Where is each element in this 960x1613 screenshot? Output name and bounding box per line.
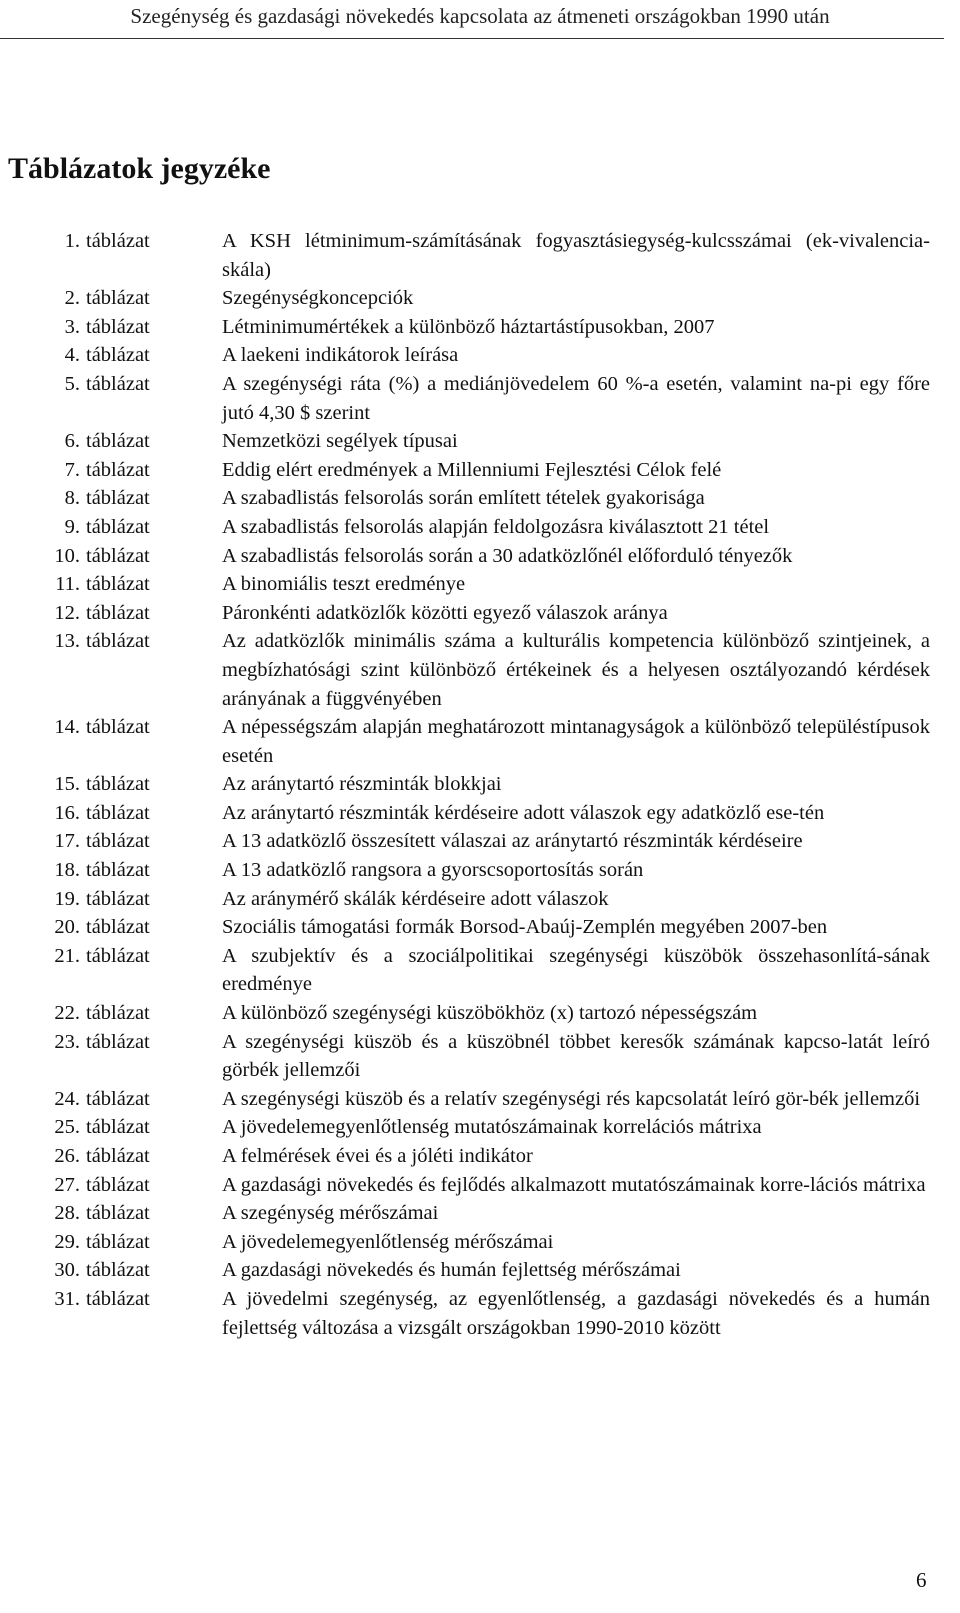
toc-entry-title: Páronkénti adatközlők közötti egyező válaszok aránya: [222, 601, 668, 624]
toc-entry-type: táblázat: [86, 430, 150, 453]
toc-entry-title: A laekeni indikátorok leírása: [222, 344, 459, 367]
toc-entry-title: A jövedelmi szegénység, az egyenlőtlenség, a gazdasági növekedés és a humán fejlettség változása a vizsgált országokban 1990-2010 között: [222, 1287, 930, 1339]
toc-entry-title: A szabadlistás felsorolás során a 30 adatközlőnél előforduló tényezők: [222, 544, 793, 567]
toc-entry-type: táblázat: [86, 773, 150, 796]
toc-entry-label: [0, 484, 172, 513]
toc-entry-label: [0, 913, 172, 942]
toc-entry: [0, 1199, 960, 1228]
header-divider: [0, 38, 944, 39]
toc-entry: [0, 1228, 960, 1257]
toc-entry: [0, 484, 960, 513]
toc-entry-number: 31.: [54, 1287, 80, 1310]
toc-entry-number: 17.: [54, 830, 80, 853]
toc-entry: [0, 313, 960, 342]
page-number: 6: [916, 1568, 927, 1592]
toc-entry-title: A 13 adatközlő rangsora a gyorscsoportosítás során: [222, 859, 644, 882]
toc-entry-label: [0, 713, 172, 742]
toc-entry-label: [0, 227, 172, 256]
toc-entry-number: 21.: [54, 944, 80, 967]
toc-entry-label: [0, 570, 172, 599]
toc-entry-title: A felmérések évei és a jóléti indikátor: [222, 1145, 533, 1167]
toc-entry-type: táblázat: [86, 230, 150, 252]
toc-entry-number: 19.: [54, 887, 80, 910]
toc-entry-number: 23.: [54, 1030, 80, 1053]
toc-entry-type: táblázat: [86, 830, 150, 853]
toc-entry-label: [0, 885, 172, 914]
toc-entry-title: A jövedelemegyenlőtlenség mutatószámainak korrelációs mátrixa: [222, 1116, 762, 1139]
toc-entry-title: Az aránytartó részminták blokkjai: [222, 773, 502, 796]
toc-entry-label: [0, 1171, 172, 1200]
toc-entry-number: 28.: [54, 1202, 80, 1225]
toc-entry-number: 8.: [64, 487, 80, 510]
toc-entry-type: táblázat: [86, 601, 150, 624]
toc-entry-label: [0, 1228, 172, 1257]
toc-entry: [0, 770, 960, 799]
toc-entry-type: táblázat: [86, 1145, 150, 1167]
toc-entry-number: 15.: [54, 773, 80, 796]
toc-entry-label: [0, 999, 172, 1028]
toc-entry-label: [0, 1256, 172, 1285]
toc-entry-type: táblázat: [86, 916, 150, 939]
toc-entry-number: 16.: [54, 801, 80, 824]
toc-entry-label: [0, 313, 172, 342]
toc-entry: [0, 827, 960, 856]
toc-entry-label: [0, 1199, 172, 1228]
toc-entry-label: [0, 456, 172, 485]
toc-entry-title: A szegénység mérőszámai: [222, 1202, 439, 1225]
toc-entry: [0, 885, 960, 914]
toc-entry-title: A binomiális teszt eredménye: [222, 573, 466, 596]
toc-entry: [0, 627, 960, 713]
toc-entry-title: A népességszám alapján meghatározott mintanagyságok a különböző településtípusok esetén: [222, 716, 930, 767]
toc-entry-title: A 13 adatközlő összesített válaszai az aránytartó részminták kérdéseire: [222, 830, 803, 853]
toc-entry-title: Szociális támogatási formák Borsod-Abaúj-Zemplén megyében 2007-ben: [222, 916, 828, 939]
toc-entry-label: [0, 1285, 172, 1314]
toc-entry-number: 24.: [54, 1087, 80, 1110]
toc-entry-number: 25.: [54, 1116, 80, 1139]
toc-entry-number: 5.: [64, 372, 80, 395]
toc-entry-type: táblázat: [86, 887, 150, 910]
toc-entry-label: [0, 341, 172, 370]
toc-entry-label: [0, 827, 172, 856]
toc-entry: [0, 1285, 960, 1342]
toc-entry-title: Nemzetközi segélyek típusai: [222, 430, 458, 453]
toc-entry-label: [0, 370, 172, 399]
toc-entry-type: táblázat: [86, 1087, 150, 1110]
toc-entry-label: [0, 799, 172, 828]
toc-entry-type: táblázat: [86, 1030, 150, 1053]
toc-entry-type: táblázat: [86, 1259, 150, 1282]
toc-entry-type: táblázat: [86, 573, 150, 596]
toc-entry-number: 7.: [64, 458, 80, 481]
toc-entry-number: 11.: [55, 573, 80, 596]
toc-entry: [0, 227, 960, 284]
toc-entry-type: táblázat: [86, 1287, 150, 1310]
toc-entry: [0, 427, 960, 456]
toc-entry-title: A KSH létminimum-számításának fogyasztásiegység-kulcsszámai (ek-vivalencia-skála): [222, 230, 930, 281]
toc-entry: [0, 799, 960, 828]
toc-entry-label: [0, 942, 172, 971]
toc-entry: [0, 942, 960, 999]
table-of-tables-list: [0, 227, 960, 1342]
toc-entry-label: [0, 770, 172, 799]
toc-entry-number: 9.: [64, 515, 80, 538]
toc-entry-number: 29.: [54, 1230, 80, 1253]
toc-entry-title: A szabadlistás felsorolás során említett tételek gyakorisága: [222, 487, 705, 510]
toc-entry: [0, 341, 960, 370]
toc-entry-number: 10.: [54, 544, 80, 567]
toc-entry-number: 18.: [54, 859, 80, 882]
toc-entry-type: táblázat: [86, 859, 150, 882]
toc-entry-label: [0, 1142, 172, 1171]
toc-entry-title: Szegénységkoncepciók: [222, 287, 414, 310]
toc-entry: [0, 1028, 960, 1085]
toc-entry-number: 20.: [54, 916, 80, 939]
toc-entry-title: A gazdasági növekedés és humán fejlettség mérőszámai: [222, 1259, 681, 1282]
toc-entry-number: 1.: [64, 230, 80, 252]
toc-entry-type: táblázat: [86, 487, 150, 510]
toc-entry-label: [0, 427, 172, 456]
toc-entry-type: táblázat: [86, 458, 150, 481]
toc-entry-type: táblázat: [86, 372, 150, 395]
toc-entry: [0, 542, 960, 571]
toc-entry: [0, 1171, 960, 1200]
toc-entry-label: [0, 542, 172, 571]
toc-entry-type: táblázat: [86, 1202, 150, 1225]
toc-entry-title: Létminimumértékek a különböző háztartástípusokban, 2007: [222, 315, 715, 338]
toc-entry-number: 13.: [54, 630, 80, 653]
toc-entry-number: 27.: [54, 1173, 80, 1196]
toc-entry: [0, 513, 960, 542]
toc-entry: [0, 913, 960, 942]
toc-entry: [0, 370, 960, 427]
toc-entry-type: táblázat: [86, 630, 150, 653]
toc-entry-title: A szubjektív és a szociálpolitikai szegénységi küszöbök összehasonlítá-sának eredménye: [222, 944, 930, 996]
toc-entry: [0, 456, 960, 485]
toc-entry: [0, 1256, 960, 1285]
toc-entry-title: Az aránymérő skálák kérdéseire adott válaszok: [222, 887, 609, 910]
toc-entry-number: 12.: [54, 601, 80, 624]
toc-entry: [0, 284, 960, 313]
section-title: Táblázatok jegyzéke: [8, 152, 271, 185]
toc-entry-title: A gazdasági növekedés és fejlődés alkalmazott mutatószámainak korre-lációs mátrixa: [222, 1173, 926, 1196]
toc-entry-title: Az aránytartó részminták kérdéseire adott válaszok egy adatközlő ese-tén: [222, 801, 825, 824]
toc-entry: [0, 713, 960, 770]
toc-entry-label: [0, 599, 172, 628]
toc-entry-label: [0, 856, 172, 885]
toc-entry-label: [0, 1028, 172, 1057]
toc-entry-type: táblázat: [86, 801, 150, 824]
toc-entry: [0, 856, 960, 885]
toc-entry-title: A jövedelemegyenlőtlenség mérőszámai: [222, 1230, 554, 1253]
toc-entry-title: A szegénységi ráta (%) a mediánjövedelem 60 %-a esetén, valamint na-pi egy főre jutó 4,30 $ szerint: [222, 372, 930, 424]
toc-entry-number: 26.: [54, 1145, 80, 1167]
toc-entry: [0, 570, 960, 599]
toc-entry-number: 30.: [54, 1259, 80, 1282]
toc-entry-type: táblázat: [86, 1173, 150, 1196]
toc-entry: [0, 999, 960, 1028]
toc-entry: [0, 1113, 960, 1142]
toc-entry-label: [0, 627, 172, 656]
toc-entry-type: táblázat: [86, 515, 150, 538]
toc-entry-type: táblázat: [86, 315, 150, 338]
toc-entry-title: Eddig elért eredmények a Millenniumi Fejlesztési Célok felé: [222, 458, 722, 481]
toc-entry-number: 4.: [64, 344, 80, 367]
toc-entry-number: 22.: [54, 1002, 80, 1025]
toc-entry-label: [0, 1113, 172, 1142]
toc-entry-type: táblázat: [86, 344, 150, 367]
toc-entry-type: táblázat: [86, 1116, 150, 1139]
toc-entry-title: A szegénységi küszöb és a küszöbnél többet keresők számának kapcso-latát leíró görbék jellemzői: [222, 1030, 930, 1082]
toc-entry: [0, 1085, 960, 1114]
toc-entry-number: 14.: [54, 716, 80, 739]
toc-entry-title: A szegénységi küszöb és a relatív szegénységi rés kapcsolatát leíró gör-bék jellemzői: [222, 1087, 921, 1110]
toc-entry-number: 6.: [64, 430, 80, 453]
toc-entry-number: 2.: [64, 287, 80, 310]
toc-entry-type: táblázat: [86, 1002, 150, 1025]
toc-entry-type: táblázat: [86, 287, 150, 310]
toc-entry-type: táblázat: [86, 944, 150, 967]
toc-entry-number: 3.: [64, 315, 80, 338]
running-header: Szegénység és gazdasági növekedés kapcsolata az átmeneti országokban 1990 után: [130, 4, 830, 28]
toc-entry-type: táblázat: [86, 1230, 150, 1253]
toc-entry-type: táblázat: [86, 544, 150, 567]
toc-entry-label: [0, 284, 172, 313]
toc-entry: [0, 599, 960, 628]
toc-entry: [0, 1142, 960, 1171]
toc-entry-label: [0, 1085, 172, 1114]
toc-entry-title: A szabadlistás felsorolás alapján feldolgozásra kiválasztott 21 tétel: [222, 515, 770, 538]
toc-entry-type: táblázat: [86, 716, 150, 739]
toc-entry-title: A különböző szegénységi küszöbökhöz (x) tartozó népességszám: [222, 1002, 758, 1025]
toc-entry-title: Az adatközlők minimális száma a kulturális kompetencia különböző szintjeinek, a megbízhatósági szint különböző értékeinek és a helyesen osztályozandó kérdések arányának a függvényében: [222, 630, 930, 710]
toc-entry-label: [0, 513, 172, 542]
